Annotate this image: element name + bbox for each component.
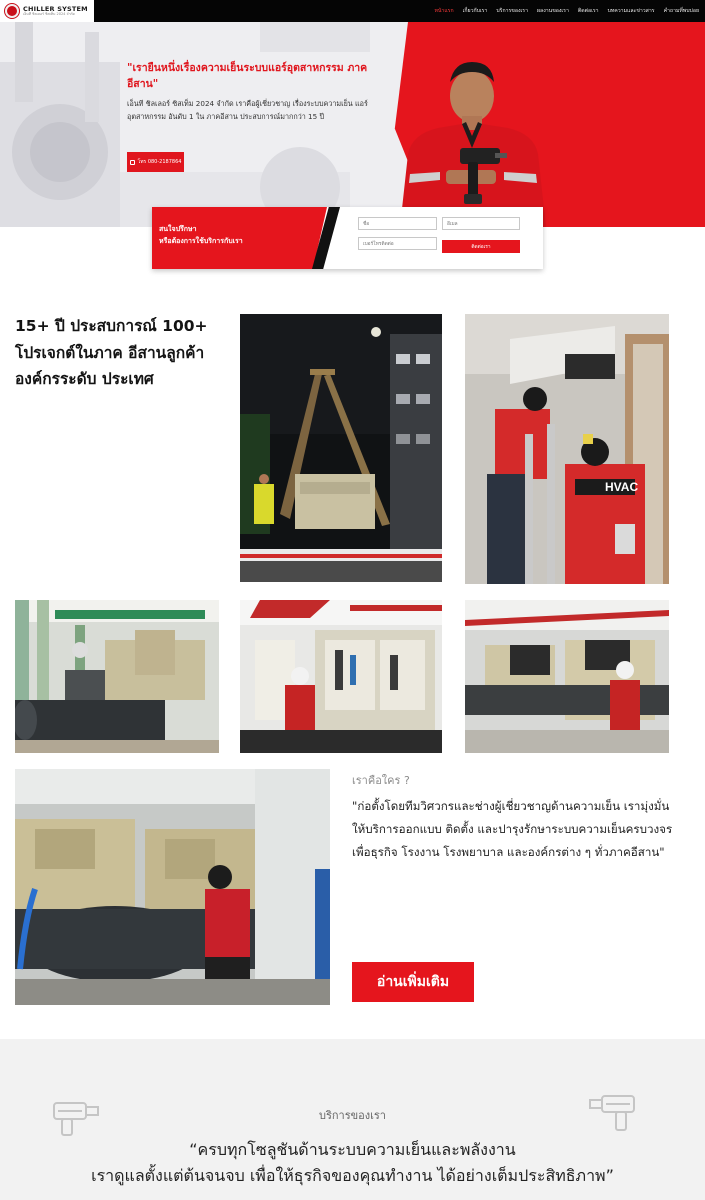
gallery-photo-installation[interactable] xyxy=(465,314,669,584)
nav-item-articles[interactable]: บทความและข่าวสาร xyxy=(607,8,655,14)
main-nav xyxy=(434,0,699,22)
nav-item-about[interactable]: เกี่ยวกับเรา xyxy=(462,8,488,14)
logo[interactable] xyxy=(0,0,94,22)
hero-quote: "เรายืนหนึ่งเรื่องความเย็นระบบแอร์อุตสาหกรรม ภาคอีสาน" xyxy=(127,62,368,91)
stats-heading: 15+ ปี ประสบการณ์ 100+ โปรเจกต์ในภาค อีสานลูกค้าองค์กรระดับ ประเทศ xyxy=(15,317,208,389)
gallery-photo-chiller-units[interactable] xyxy=(465,600,669,753)
call-button-label: โทร 080-2187864 xyxy=(137,159,182,165)
nav-item-faq[interactable]: คำถามที่พบบ่อย xyxy=(663,8,699,14)
about-text: "ก่อตั้งโดยทีมวิศวกรและช่างผู้เชี่ยวชาญด้านความเย็น เรามุ่งมั่นให้บริการออกแบบ ติดตั้ง และปารุงรักษาระบบความเย็นครบวงจร เพื่อธุรกิจ โรงงาน โรงพยาบาล และองค์กรต่าง ๆ ทั่วภาคอีสาน" xyxy=(352,799,673,859)
gallery-photo-plant-room[interactable] xyxy=(15,600,219,753)
phone-field[interactable]: เบอร์โทรติดต่อ xyxy=(358,237,437,250)
services-label: บริการของเรา xyxy=(319,1109,386,1122)
phone-icon xyxy=(130,160,135,165)
hero-section xyxy=(0,22,705,227)
nav-item-contact[interactable]: ติดต่อเรา xyxy=(577,8,599,14)
hero-description: เอ็นที ชิลเลอร์ ซิสเท็ม 2024 จำกัด เราคือผู้เชี่ยวชาญ เรื่องระบบความเย็น แอร์อุตสาหกรรม อันดับ 1 ใน ภาคอีสาน ประสบการณ์มากกว่า 15 ปี xyxy=(127,99,368,121)
logo-name: CHILLER SYSTEM xyxy=(23,4,88,13)
gallery-photo-crane-night[interactable] xyxy=(240,314,442,582)
nav-item-home[interactable]: หน้าแรก xyxy=(434,8,454,14)
nav-item-portfolio[interactable]: ผลงานของเรา xyxy=(536,8,569,14)
about-label: เราคือใคร ? xyxy=(352,774,410,787)
logo-tagline: เอ็นที ชิลเลอร์ ซิสเท็ม 2024 จำกัด xyxy=(23,12,75,16)
nav-item-services[interactable]: บริการของเรา xyxy=(496,8,528,14)
email-field[interactable]: อีเมล xyxy=(442,217,520,230)
logo-mark-icon xyxy=(5,4,19,18)
consult-title-line2: หรือต้องการใช้บริการกับเรา xyxy=(159,236,243,245)
services-quote-line1: “ครบทุกโซลูชันด้านระบบความเย็นและพลังงาน xyxy=(189,1140,516,1159)
gallery-photo-control-panel[interactable] xyxy=(240,600,442,753)
photo-shirt-text: HVAC xyxy=(605,480,639,494)
consult-title-line1: สนใจปรึกษา xyxy=(159,225,197,233)
top-navigation-bar xyxy=(0,0,705,22)
contact-submit-button[interactable]: ติดต่อเรา xyxy=(442,240,520,253)
services-section xyxy=(0,1039,705,1200)
read-more-button[interactable]: อ่านเพิ่มเติม xyxy=(352,962,474,1002)
call-button[interactable] xyxy=(127,152,184,172)
about-photo-technician[interactable] xyxy=(15,769,330,1005)
name-field[interactable]: ชื่อ xyxy=(358,217,437,230)
technician-photo xyxy=(390,44,550,227)
services-quote-line2: เราดูแลตั้งแต่ต้นจนจบ เพื่อให้ธุรกิจของคุณทำงาน ได้อย่างเต็มประสิทธิภาพ” xyxy=(91,1165,614,1185)
consult-form xyxy=(152,207,543,269)
